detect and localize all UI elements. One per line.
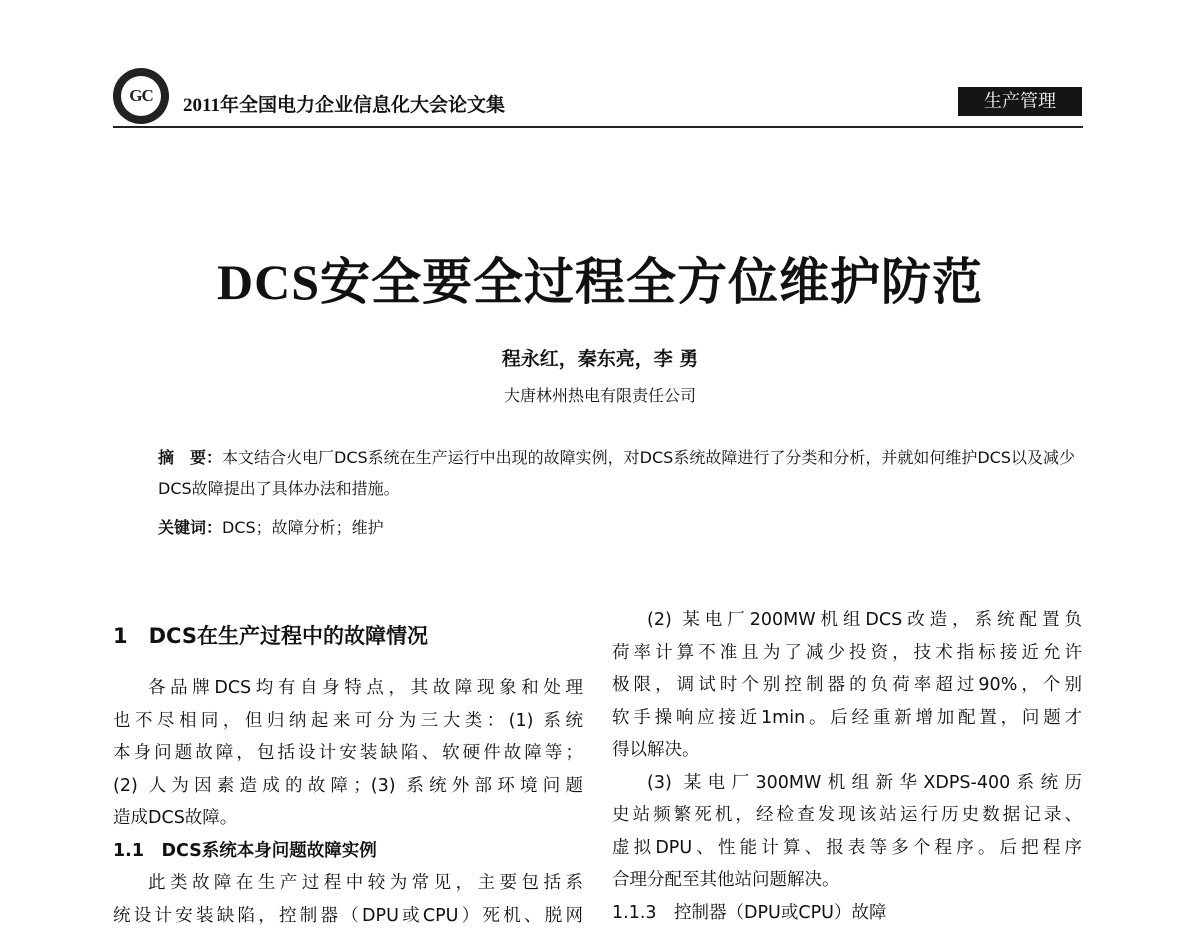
authors: 程永红，秦东亮，李 勇 xyxy=(501,348,699,370)
keywords-text: DCS；故障分析；维护 xyxy=(222,518,384,537)
body-line: 荷率计算不准且为了减少投资，技术指标接近允许 xyxy=(612,642,1082,663)
right-column xyxy=(612,604,1082,929)
body-line: 得以解决。 xyxy=(612,740,700,760)
abstract xyxy=(158,442,1088,504)
conference-logo xyxy=(113,68,169,124)
body-line: 虚拟DPU、性能计算、报表等多个程序。后把程序 xyxy=(612,837,1082,858)
body-line: 极限，调试时个别控制器的负荷率超过90%，个别 xyxy=(612,675,1082,695)
body-line: 造成DCS故障。 xyxy=(113,808,238,828)
left-column xyxy=(113,672,583,932)
section-label: 生产管理 xyxy=(958,87,1082,116)
body-line: 本身问题故障，包括设计安装缺陷、软硬件故障等； xyxy=(113,743,583,763)
body-line: (2) 某电厂200MW机组DCS改造，系统配置负 xyxy=(647,610,1082,630)
paper-title: DCS安全要全过程全方位维护防范 xyxy=(216,254,984,310)
section-heading-1: 1 DCS在生产过程中的故障情况 xyxy=(113,624,428,648)
affiliation: 大唐林州热电有限责任公司 xyxy=(503,386,696,405)
body-line: 此类故障在生产过程中较为常见，主要包括系 xyxy=(148,873,583,893)
abstract-label: 摘 要： xyxy=(158,448,223,467)
body-line: 各品牌DCS均有自身特点，其故障现象和处理 xyxy=(148,678,583,698)
header-rule xyxy=(113,126,1083,128)
journal-title: 2011年全国电力企业信息化大会论文集 xyxy=(183,95,505,116)
subsection-heading-1-1: 1.1 DCS系统本身问题故障实例 xyxy=(113,840,377,861)
body-line: (3) 某电厂300MW机组新华XDPS-400系统历 xyxy=(647,772,1082,793)
keywords xyxy=(158,515,384,538)
body-line: 合理分配至其他站问题解决。 xyxy=(612,870,840,890)
body-line: 软手操响应接近1min。后经重新增加配置，问题才 xyxy=(612,707,1082,728)
body-line: 统设计安装缺陷，控制器（DPU或CPU）死机、脱网 xyxy=(113,905,583,926)
keywords-label: 关键词： xyxy=(158,518,223,537)
subsection-heading-1-1-3: 1.1.3 控制器（DPU或CPU）故障 xyxy=(612,902,887,923)
body-line: 也不尽相同，但归纳起来可分为三大类：(1) 系统 xyxy=(113,710,583,731)
body-line: (2) 人为因素造成的故障；(3) 系统外部环境问题 xyxy=(113,775,583,796)
body-line: 史站频繁死机，经检查发现该站运行历史数据记录、 xyxy=(612,805,1082,825)
logo-monogram: GC xyxy=(121,76,161,116)
abstract-text: 本文结合火电厂DCS系统在生产运行中出现的故障实例，对DCS系统故障进行了分类和分析，并就如何维护DCS以及减少DCS故障提出了具体办法和措施。 xyxy=(158,448,1075,498)
